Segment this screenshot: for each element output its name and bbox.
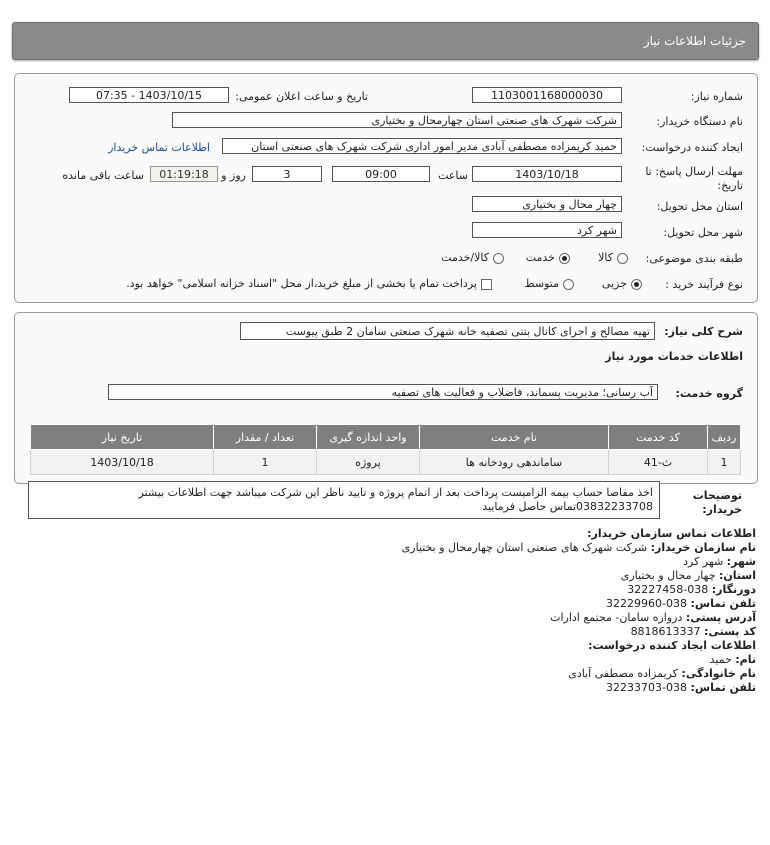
treasury-option[interactable]: پرداخت تمام یا بخشی از مبلغ خرید،از محل "اسناد خزانه اسلامی" خواهد بود. [126,277,492,290]
goods-service-radio-icon[interactable] [493,253,504,264]
buyer-address-info: آدرس پستی: دروازه سامان- مجتمع ادارات [550,611,756,624]
col-quantity: تعداد / مقدار [214,425,317,450]
process-option-medium[interactable]: متوسط [524,277,574,290]
buyer-notes-box [28,481,660,519]
creator-family-info: نام خانوادگی: کریمزاده مصطفی آبادی [568,667,756,680]
creator-field[interactable]: حمید کریمزاده مصطفی آبادی مدیر امور اداری شرکت شهرک های صنعتی استان [222,138,622,154]
need-date: 1403/10/18 [31,450,214,475]
buyer-org-info: نام سازمان خریدار: شرکت شهرک های صنعتی استان چهارمحال و بختیاری [401,541,756,554]
table-row [31,450,741,475]
process-option-minor[interactable]: جزیی [602,277,642,290]
city-field[interactable]: شهر کرد [472,222,622,238]
deadline-date-field[interactable]: 1403/10/18 [472,166,622,182]
need-number-label: شماره نیاز: [690,90,743,103]
buyer-org-field[interactable]: شرکت شهرک های صنعتی استان چهارمحال و بختیاری [172,112,622,128]
remaining-time-display: 01:19:18 [150,166,218,182]
services-section-title: اطلاعات خدمات مورد نیاز [605,350,743,363]
deadline-time-label: ساعت [438,169,468,182]
days-remaining-field: 3 [252,166,322,182]
summary-field: تهیه مصالح و اجرای کانال بتنی تصفیه خانه شهرک صنعتی سامان 2 طبق پیوست [240,322,655,340]
service-radio-icon[interactable] [559,253,570,264]
category-option-service[interactable]: خدمت [526,251,570,264]
category-label: طبقه بندی موضوعی: [645,252,743,265]
creator-name-info: نام: حمید [709,653,756,666]
category-option-goods[interactable]: کالا [598,251,628,264]
buyer-contact-link[interactable]: اطلاعات تماس خریدار [108,141,210,154]
page-title: جزئیات اطلاعات نیاز [643,34,746,48]
buyer-postal-info: کد پستی: 8818613337 [630,625,756,638]
col-unit: واحد اندازه گیری [317,425,420,450]
city-label: شهر محل تحویل: [663,226,743,239]
buyer-fax-info: دورنگار: 038-32227458 [627,583,756,596]
announce-date-label: تاریخ و ساعت اعلان عمومی: [235,90,368,103]
deadline-time-field[interactable]: 09:00 [332,166,430,182]
buyer-org-label: نام دستگاه خریدار: [656,115,743,128]
quantity: 1 [214,450,317,475]
goods-radio-icon[interactable] [617,253,628,264]
category-option-goods-service[interactable]: کالا/خدمت [441,251,504,264]
buyer-notes-line-2: 03832233708تماس حاصل فرمایید [482,500,653,513]
buyer-notes-label: توضیحات [692,489,742,502]
services-table [30,424,741,475]
service-code: ث-41 [609,450,708,475]
process-type-label: نوع فرآیند خرید : [665,278,743,291]
deadline-label-date: تاریخ: [717,179,743,192]
service-name: ساماندهی رودخانه ها [420,450,609,475]
col-service-name: نام خدمت [420,425,609,450]
minor-radio-icon[interactable] [631,279,642,290]
buyer-contact-title: اطلاعات تماس سازمان خریدار: [587,527,756,540]
buyer-city-info: شهر: شهر کرد [683,555,756,568]
unit: پروژه [317,450,420,475]
creator-phone-info: تلفن تماس: 038-32233703 [606,681,756,694]
buyer-notes-line-1: اخذ مفاصا حساب بیمه الزامیست پرداخت بعد از اتمام پروژه و تایید ناظر این شرکت میباشد جهت اطلاعات بیشتر [138,486,653,499]
service-group-label: گروه خدمت: [675,387,743,400]
province-field[interactable]: چهار محال و بختیاری [472,196,622,212]
services-table-header [31,425,741,450]
creator-contact-title: اطلاعات ایجاد کننده درخواست: [588,639,756,652]
remaining-time-label: ساعت باقی مانده [62,169,144,182]
buyer-province-info: استان: چهار محال و بختیاری [620,569,756,582]
col-service-code: کد خدمت [609,425,708,450]
service-group-field: آب رسانی؛ مدیریت پسماند، فاضلاب و فعالیت های تصفیه [108,384,658,400]
col-need-date: تاریخ نیاز [31,425,214,450]
row-number: 1 [708,450,741,475]
need-number-field[interactable]: 1103001168000030 [472,87,622,103]
summary-label: شرح کلی نیاز: [664,325,743,338]
treasury-checkbox-icon[interactable] [481,279,492,290]
buyer-phone-info: تلفن تماس: 038-32229960 [606,597,756,610]
deadline-label: مهلت ارسال پاسخ: تا [645,165,743,178]
buyer-notes-label-2: خریدار: [702,503,742,516]
creator-label: ایجاد کننده درخواست: [641,141,743,154]
province-label: استان محل تحویل: [656,200,743,213]
request-details-panel [14,73,758,303]
announce-date-field[interactable]: 1403/10/15 - 07:35 [69,87,229,103]
medium-radio-icon[interactable] [563,279,574,290]
days-label: روز و [221,169,246,182]
page-header [12,22,759,60]
col-row-number: ردیف [708,425,741,450]
